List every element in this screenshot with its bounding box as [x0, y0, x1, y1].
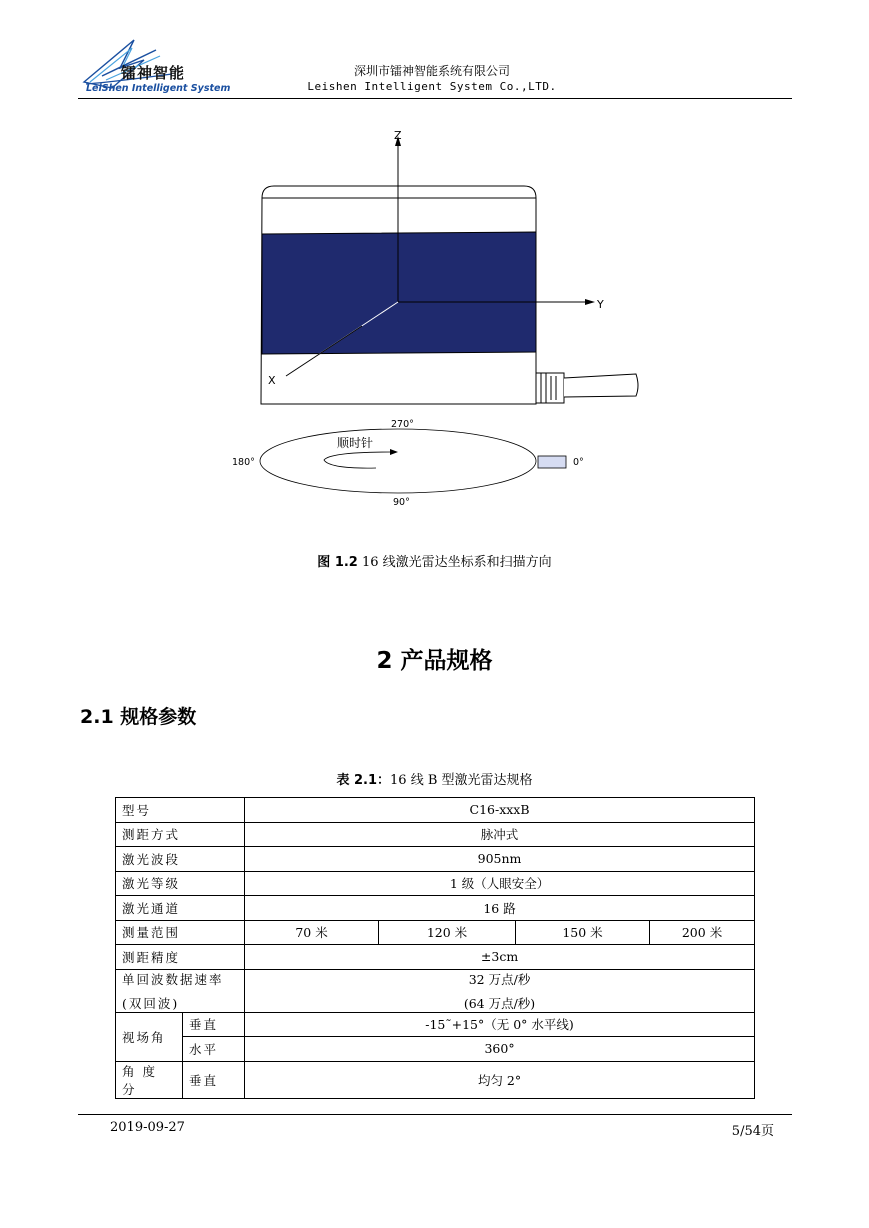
fov-vertical-value: -15˜+15°（无 0° 水平线): [245, 1012, 755, 1037]
rate-value-line1: 32 万点/秒: [468, 971, 531, 987]
table-caption: [0, 769, 869, 788]
table-row: [116, 847, 755, 872]
axis-z-label: Z: [394, 129, 402, 142]
band-value: 905nm: [245, 847, 755, 872]
footer-date: 2019-09-27: [110, 1120, 185, 1135]
model-label: 型号: [116, 798, 245, 823]
lidar-window: [262, 232, 536, 354]
spec-table: [115, 797, 755, 1099]
header-company-cn: 深圳市镭神智能系统有限公司: [353, 64, 510, 78]
table-row: [116, 1037, 755, 1062]
model-value: C16-xxxB: [245, 798, 755, 823]
sensor-marker: [538, 456, 566, 468]
table-row: [116, 1061, 755, 1098]
angle-0-label: 0°: [573, 457, 584, 468]
fov-label: 视场角: [116, 1012, 183, 1061]
accuracy-label: 测距精度: [116, 945, 245, 970]
fov-horizontal-value: 360°: [245, 1037, 755, 1062]
figure-caption-text: 16 线激光雷达坐标系和扫描方向: [362, 555, 552, 570]
table-caption-text: 16 线 B 型激光雷达规格: [390, 773, 533, 788]
rate-value-line2: (64 万点/秒): [463, 995, 536, 1011]
angle-90-label: 90°: [393, 497, 410, 508]
angres-vertical-value: 均匀 2°: [245, 1061, 755, 1098]
class-value: 1 级（人眼安全）: [245, 871, 755, 896]
scan-plane: [260, 429, 536, 493]
fov-vertical-label: 垂直: [183, 1012, 245, 1037]
footer-divider: [78, 1114, 792, 1115]
range-value-1: 70 米: [245, 920, 379, 945]
class-label: 激光等级: [116, 871, 245, 896]
table-caption-label: 表 2.1：: [336, 773, 391, 788]
band-label: 激光波段: [116, 847, 245, 872]
table-row: [116, 969, 755, 1012]
range-value-2: 120 米: [379, 920, 516, 945]
figure-caption-label: 图 1.2: [317, 555, 358, 570]
logo-brand-text: 镭神智能: [121, 64, 186, 82]
table-row: [116, 896, 755, 921]
axis-y-label: Y: [597, 298, 604, 311]
angle-270-label: 270°: [391, 419, 414, 430]
angres-vertical-label: 垂直: [183, 1061, 245, 1098]
chapter-title: 2 产品规格: [376, 648, 493, 674]
table-row: [116, 822, 755, 847]
lidar-coordinate-diagram: [0, 0, 869, 540]
ranging-label: 测距方式: [116, 822, 245, 847]
fov-horizontal-label: 水平: [183, 1037, 245, 1062]
rate-label: [116, 969, 245, 1012]
figure-caption: [0, 551, 869, 570]
rate-label-line1: 单回波数据速率: [122, 971, 224, 987]
clockwise-arrow-icon: [324, 452, 392, 468]
accuracy-value: ±3cm: [245, 945, 755, 970]
table-row: [116, 798, 755, 823]
table-row: [116, 1012, 755, 1037]
logo-subtitle: LeiShen Intelligent System: [86, 83, 231, 94]
range-label: 测量范围: [116, 920, 245, 945]
section-title: 2.1 规格参数: [80, 706, 197, 728]
table-row: [116, 871, 755, 896]
range-value-4: 200 米: [650, 920, 755, 945]
rate-value: [245, 969, 755, 1012]
table-row: [116, 920, 755, 945]
table-row: [116, 945, 755, 970]
footer-page-number: 5/54页: [731, 1124, 774, 1139]
range-value-3: 150 米: [516, 920, 650, 945]
ranging-value: 脉冲式: [245, 822, 755, 847]
direction-label: 顺时针: [337, 436, 374, 450]
rate-label-line2: (双回波): [122, 995, 180, 1011]
axis-x-label: X: [268, 374, 276, 387]
channels-value: 16 路: [245, 896, 755, 921]
cable-icon: [564, 374, 638, 397]
connector-icon: [536, 373, 564, 403]
channels-label: 激光通道: [116, 896, 245, 921]
header-company-en: Leishen Intelligent System Co.,LTD.: [307, 80, 557, 93]
angle-180-label: 180°: [232, 457, 255, 468]
angres-label: 角 度 分: [116, 1061, 183, 1098]
